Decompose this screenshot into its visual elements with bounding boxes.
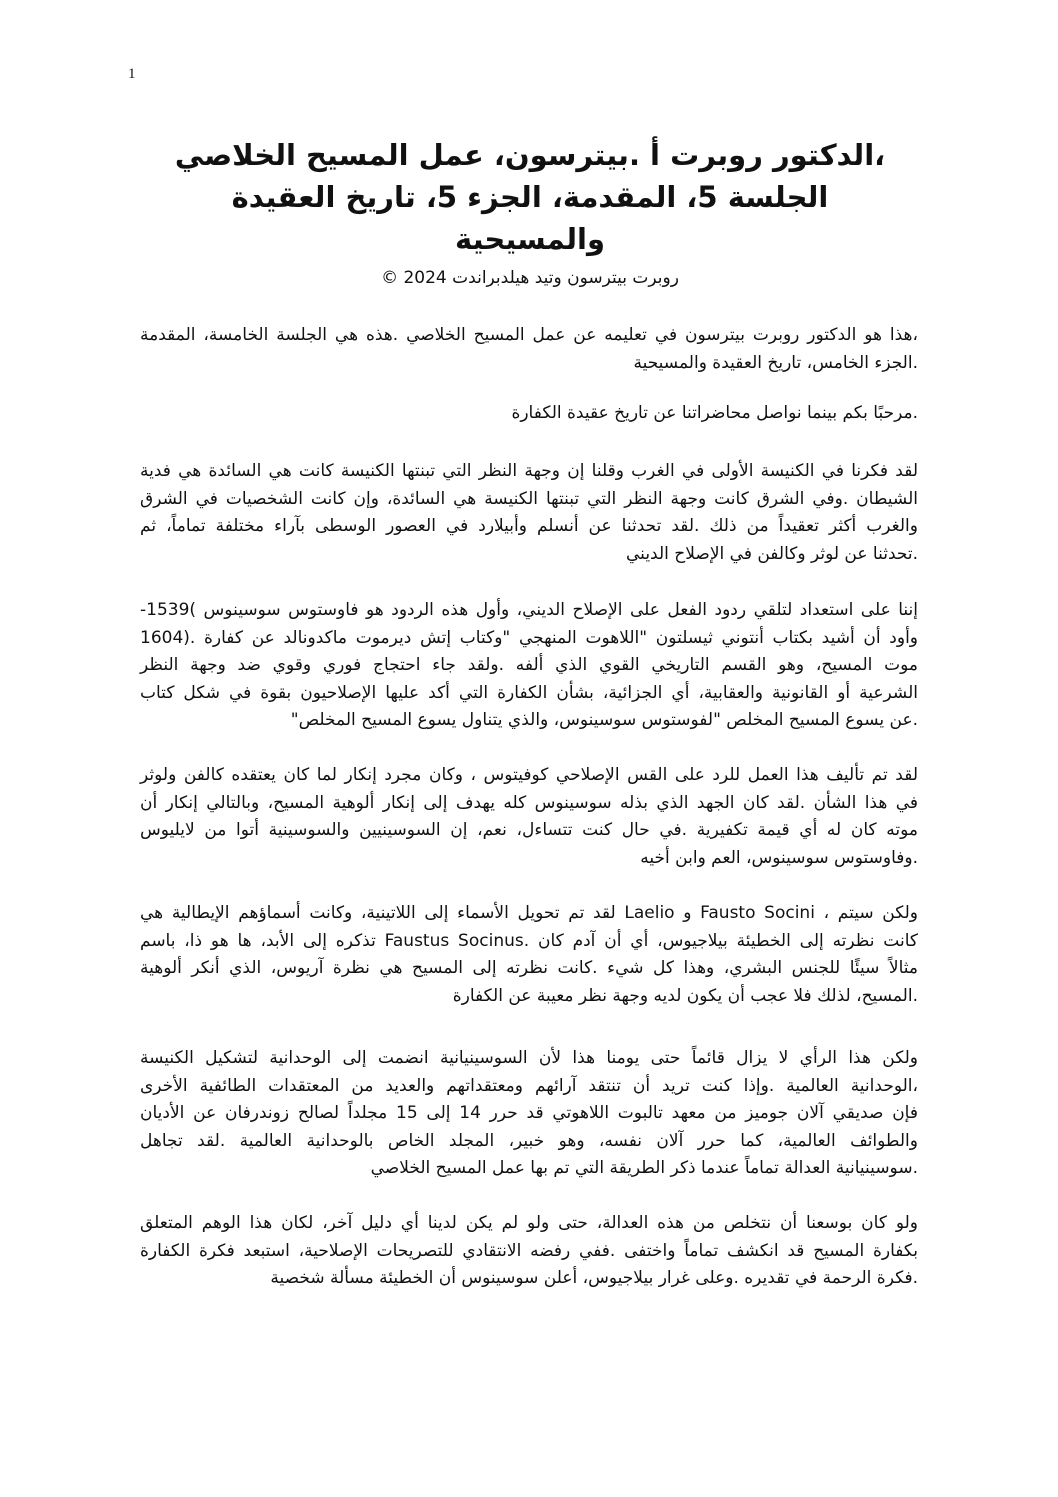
paragraph-line: ولو كان بوسعنا أن نتخلص من هذه العدالة، حتى ولو لم يكن لدينا أي دليل آخر، لكان هذا الوهم المتعلق bbox=[140, 1213, 918, 1233]
paragraph-line: .مرحبًا بكم بينما نواصل محاضراتنا عن تاريخ عقيدة الكفارة bbox=[511, 403, 918, 423]
paragraph-line: وأود أن أشيد بكتاب أنتوني ثيسلتون "اللاهوت المنهجي "وكتاب إتش ديرموت ماكدونالد عن كفارة .(1604 bbox=[140, 627, 918, 648]
paragraph-line: موته كان له أي قيمة تكفيرية .في حال كنت تتساءل، نعم، إن السوسينيين والسوسينية أتوا من لايليوس bbox=[140, 820, 918, 840]
paragraph-line: .عن يسوع المسيح المخلص "لفوستوس سوسينوس، والذي يتناول يسوع المسيح المخلص" bbox=[290, 710, 918, 730]
paragraph-line: والغرب أكثر تعقيداً من ذلك .لقد تحدثنا عن أنسلم وأبيلارد في العصور الوسطى بآراء مختلفة تماماً، ثم bbox=[140, 516, 918, 536]
paragraph-line: لقد تم تأليف هذا العمل للرد على القس الإصلاحي كوفيتوس ، وكان مجرد إنكار لما كان يعتقده كالفن ولوثر bbox=[140, 765, 918, 785]
paragraph-line: .سوسينيانية العدالة تماماً عندما ذكر الطريقة التي تم بها عمل المسيح الخلاصي bbox=[370, 1158, 918, 1178]
paragraph-line: والطوائف العالمية، كما حرر آلان نفسه، وهو خبير، المجلد الخاص بالوحدانية العالمية .لقد تجاهل bbox=[140, 1130, 918, 1151]
paragraph bbox=[140, 400, 918, 428]
paragraph-line: ولكن سيتم ، Fausto Socini و Laelio لقد تم تحويل الأسماء إلى اللاتينية، وكانت أسماؤهم الإيطالية هي bbox=[140, 903, 919, 923]
document-title bbox=[140, 134, 920, 260]
paragraph-line: .الجزء الخامس، تاريخ العقيدة والمسيحية bbox=[633, 352, 918, 373]
paragraph bbox=[140, 597, 918, 735]
paragraph bbox=[140, 458, 918, 568]
paragraph-line: .فكرة الرحمة في تقديره .وعلى غرار بيلاجيوس، أعلن سوسينوس أن الخطيئة مسألة شخصية bbox=[270, 1268, 918, 1288]
paragraph-line: مثالاً سيئًا للجنس البشري، وهذا كل شيء .كانت نظرته إلى المسيح هي نظرة آريوس، الذي أنكر ألوهية bbox=[140, 958, 918, 978]
paragraph-line: في هذا الشأن .لقد كان الجهد الذي بذله سوسينوس كله يهدف إلى إنكار ألوهية المسيح، وبالتالي إنكار أن bbox=[140, 792, 918, 813]
paragraph-line: .تحدثنا عن لوثر وكالفن في الإصلاح الديني bbox=[626, 543, 918, 564]
page-number: 1 bbox=[128, 66, 136, 82]
paragraph-line: ،هذا هو الدكتور روبرت بيترسون في تعليمه عن عمل المسيح الخلاصي .هذه هي الجلسة الخامسة، المقدمة bbox=[140, 325, 918, 345]
paragraph bbox=[140, 1210, 918, 1293]
paragraph-line: .وفاوستوس سوسينوس، العم وابن أخيه bbox=[640, 847, 918, 868]
paragraph bbox=[140, 762, 918, 872]
paragraph-line: إننا على استعداد لتلقي ردود الفعل على الإصلاح الديني، وأول هذه الردود هو فاوستوس سوسينوس )1539- bbox=[140, 600, 918, 620]
paragraph-line: .المسيح، لذلك فلا عجب أن يكون لديه وجهة نظر معيبة عن الكفارة bbox=[452, 985, 918, 1006]
paragraph-line: ،الوحدانية العالمية .وإذا كنت تريد أن تنتقد آرائهم ومعتقداتهم والعديد من المعتقدات الطائفية الأخرى bbox=[140, 1075, 918, 1096]
title-line: الجلسة 5، المقدمة، الجزء 5، تاريخ العقيدة bbox=[231, 180, 829, 214]
paragraph-line: لقد فكرنا في الكنيسة الأولى في الغرب وقلنا إن وجهة النظر التي تبنتها الكنيسة كانت هي السائدة هي فدية bbox=[140, 461, 918, 481]
paragraph bbox=[140, 1045, 918, 1183]
copyright-line: روبرت بيترسون وتيد هيلدبراندت 2024 © bbox=[381, 268, 679, 288]
paragraph-line: فإن صديقي آلان جوميز من معهد تالبوت اللاهوتي قد حرر 14 إلى 15 مجلداً لصالح زوندرفان عن الأديان bbox=[140, 1103, 918, 1123]
title-line: والمسيحية bbox=[455, 222, 605, 256]
paragraph-line: بكفارة المسيح قد انكشف تماماً واختفى .ففي رفضه الانتقادي للتصريحات الإصلاحية، استبعد فكرة الكفارة bbox=[140, 1240, 918, 1261]
paragraph bbox=[140, 322, 918, 377]
paragraph-line: موت المسيح، وهو القسم التاريخي القوي الذي ألفه .ولقد جاء احتجاج فوري وقوي ضد وجهة النظر bbox=[140, 655, 918, 675]
paragraph-line: الشيطان .وفي الشرق كانت وجهة النظر التي تبنتها الكنيسة هي السائدة، وإن كانت الشخصيات في الشرق bbox=[140, 488, 918, 509]
paragraph bbox=[140, 900, 918, 1010]
title-line: ،الدكتور روبرت أ .بيترسون، عمل المسيح الخلاصي bbox=[174, 138, 886, 172]
paragraph-line: الشرعية أو القانونية والعقابية، أي الجزائية، بشأن الكفارة التي أكد عليها الإصلاحيون بقوة في شكل كتاب bbox=[140, 682, 918, 703]
paragraph-line: كانت نظرته إلى الخطيئة بيلاجيوس، أي أن آدم كان .Faustus Socinus تذكره إلى الأبد، ها هو ذا، باسم bbox=[140, 930, 918, 951]
paragraph-line: ولكن هذا الرأي لا يزال قائماً حتى يومنا هذا لأن السوسينيانية انضمت إلى الوحدانية لتشكيل الكنيسة bbox=[140, 1048, 918, 1068]
